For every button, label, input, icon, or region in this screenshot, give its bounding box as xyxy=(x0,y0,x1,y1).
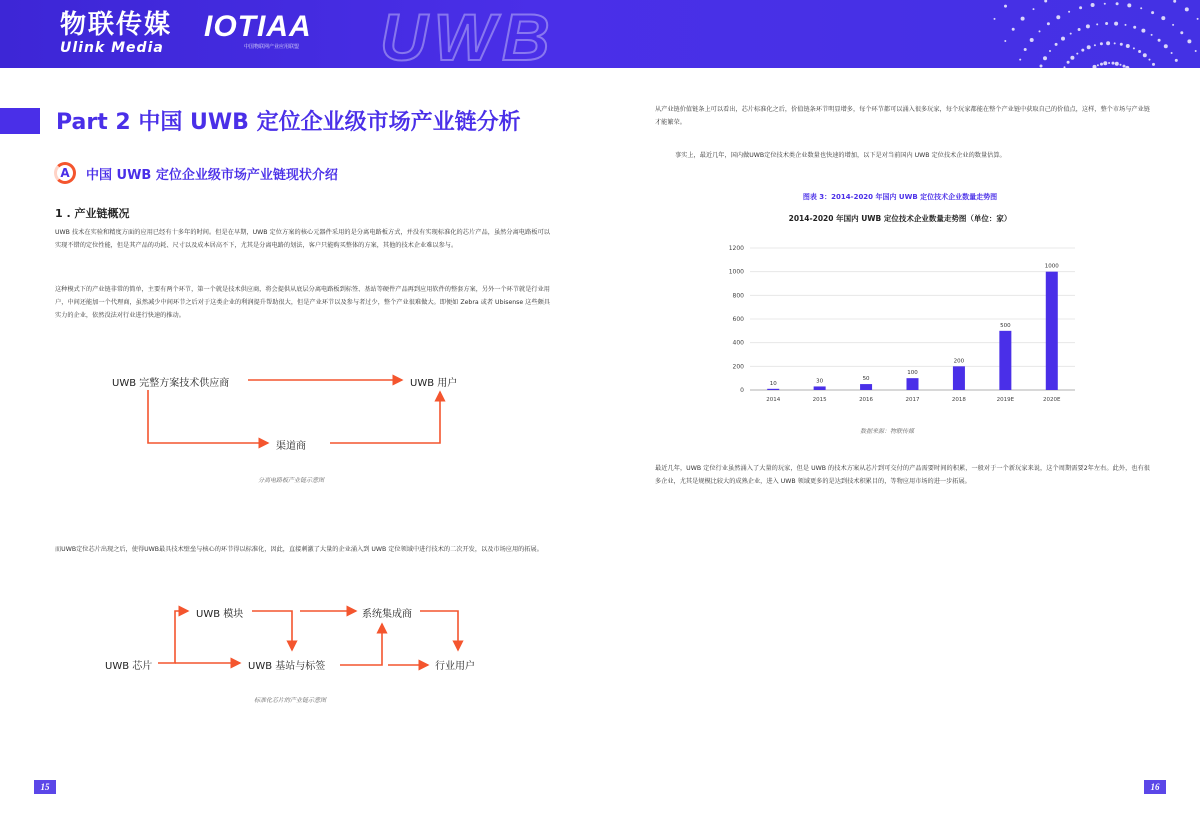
node-integrator: 系统集成商 xyxy=(362,609,412,620)
arrow-chip-module xyxy=(158,611,188,663)
bar xyxy=(1046,272,1058,390)
iotiaa-logo-text: IOTIAA xyxy=(204,10,312,43)
bar xyxy=(999,331,1011,390)
brand-en: Ulink Media xyxy=(60,40,164,56)
bar xyxy=(860,384,872,390)
data-label: 30 xyxy=(816,378,824,385)
bar-chart xyxy=(720,238,1090,413)
arrow-channel-user xyxy=(330,392,440,443)
node-user: UWB 用户 xyxy=(410,378,458,389)
arrow-station-integrator xyxy=(340,624,382,665)
page-title: Part 2 中国 UWB 定位企业级市场产业链分析 xyxy=(56,110,521,135)
x-tick-label: 2018 xyxy=(951,397,966,403)
paragraph-2: 这种模式下的产业链非常的简单，主要有两个环节，第一个就是技术供应商，将会提供从底层分离电路板到标签、基站等硬件产品再到应用软件的整套方案，另外一个环节就是行业用户，中间还能加一个代理商，虽然减少中间环节之后对于这类企业的利润提升帮助很大，但是产业环节以及参与者过少，整个产业很难做大。即便如 Zebra 或者 Ubisense 这些颇具实力的企业，依然没法对行业进行快速的推动。 xyxy=(55,286,550,319)
node-chip: UWB 芯片 xyxy=(105,661,153,672)
y-tick-label: 0 xyxy=(740,387,744,394)
chart-caption: 图表 3：2014-2020 年国内 UWB 定位技术企业数量走势图 xyxy=(802,193,998,201)
diagram1-caption: 分离电路板产业链示意图 xyxy=(258,477,325,484)
arrow-supplier-channel xyxy=(148,390,268,443)
node-supplier: UWB 完整方案技术供应商 xyxy=(112,378,230,389)
y-tick-label: 1000 xyxy=(728,268,744,276)
brand-cn: 物联传媒 xyxy=(60,10,173,40)
sub-heading: 1 . 产业链概况 xyxy=(55,207,130,220)
right-paragraph-2: 事实上，最近几年，国内做UWB定位技术类企业数量也快速的增加，以下是对当前国内 UWB 定位技术企业的数量估算。 xyxy=(675,152,1006,159)
node-industry-user: 行业用户 xyxy=(435,661,475,672)
y-tick-label: 400 xyxy=(732,339,744,347)
uwb-watermark: UWB xyxy=(380,0,556,68)
x-tick-label: 2015 xyxy=(812,397,827,403)
data-label: 500 xyxy=(1000,322,1011,329)
right-paragraph-3: 最近几年，UWB 定位行业虽然涌入了大量的玩家，但是 UWB 的技术方案从芯片到可交付的产品需要时间的积累，一般对于一个新玩家来说，这个周期需要2年左右。此外，也有很多企业，尤其是规模比较大的成熟企业，进入 UWB 领域更多的是达到技术积累目的，等物应用市场的进一步拓展。 xyxy=(655,465,1150,485)
diagram2-caption: 标准化芯片的产业链示意图 xyxy=(254,697,327,704)
y-tick-label: 1200 xyxy=(728,245,744,252)
bar xyxy=(907,378,919,390)
paragraph-3: 而UWB定位芯片出现之后，使得UWB最具技术壁垒与核心的环节得以标准化，因此，直接刺激了大量的企业涌入到 UWB 定位领域中进行技术的二次开发，以及市场应用的拓展。 xyxy=(55,546,543,553)
bar xyxy=(814,386,826,390)
data-label: 1000 xyxy=(1044,263,1059,270)
x-tick-label: 2017 xyxy=(905,397,920,403)
node-station: UWB 基站与标签 xyxy=(248,661,326,672)
dot-swirl-decoration xyxy=(780,0,1200,68)
node-module: UWB 模块 xyxy=(196,609,244,620)
data-label: 100 xyxy=(907,370,918,377)
data-label: 200 xyxy=(953,358,965,365)
bar xyxy=(953,366,965,390)
paragraph-1: UWB 技术在实验和精度方面的应用已经有十多年的时间。但是在早期，UWB 定位方案的核心元器件采用的是分离电路板方式，并没有实现标准化的芯片产品，虽然分离电路板可以实现不错的定位性能，但是其产品的功耗、尺寸以及成本居高不下，尤其是分离电路的划法，客户只能购买整体的方案，其他的技术企业难以参与。 xyxy=(55,229,550,249)
x-tick-label: 2016 xyxy=(859,397,874,403)
x-tick-label: 2020E xyxy=(1043,397,1061,403)
data-label: 50 xyxy=(862,376,870,383)
arrow-integrator-user xyxy=(420,611,458,650)
chart-source: 数据来源：物联传媒 xyxy=(860,428,915,435)
section-badge: A xyxy=(54,162,76,184)
page-number-right: 16 xyxy=(1144,780,1166,794)
x-tick-label: 2019E xyxy=(996,397,1015,403)
y-tick-label: 800 xyxy=(732,292,744,300)
right-paragraph-1: 从产业链价值链条上可以看出，芯片标准化之后，价值链条环节明显增多，每个环节都可以涌入很多玩家，每个玩家都能在整个产业链中获取自己的价值点，这样，整个市场与产业链才能繁荣。 xyxy=(655,106,1150,126)
section-title: 中国 UWB 定位企业级市场产业链现状介绍 xyxy=(86,167,338,183)
y-tick-label: 600 xyxy=(732,316,744,323)
data-label: 10 xyxy=(769,380,777,387)
arrow-module-station xyxy=(252,611,292,650)
page-number-left: 15 xyxy=(34,780,56,794)
chart-title: 2014-2020 年国内 UWB 定位技术企业数量走势图（单位：家） xyxy=(788,214,1012,223)
iotiaa-logo-sub: 中国物联网产业应用联盟 xyxy=(244,44,300,50)
y-tick-label: 200 xyxy=(732,363,744,371)
node-channel: 渠道商 xyxy=(276,441,306,452)
bar xyxy=(767,389,779,390)
x-tick-label: 2014 xyxy=(766,397,781,403)
